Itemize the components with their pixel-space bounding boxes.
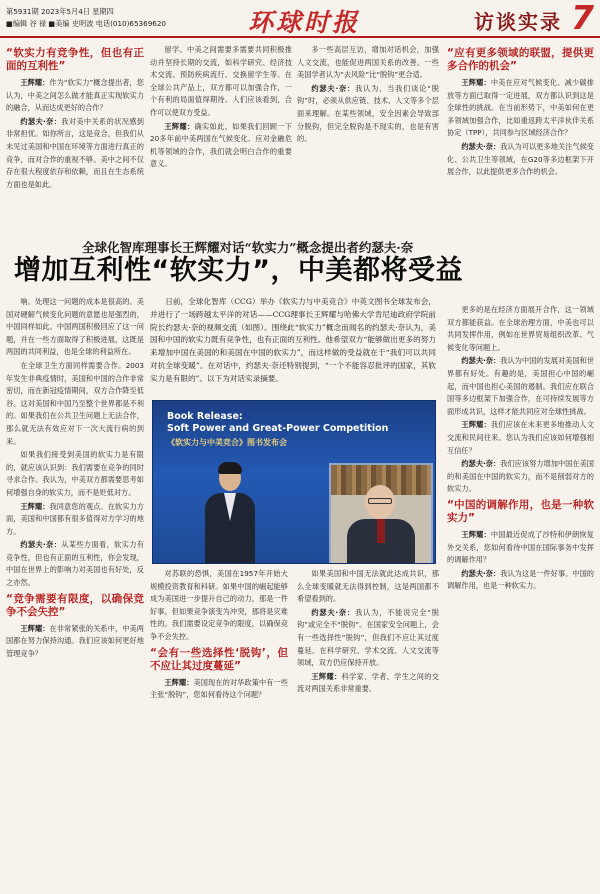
paragraph <box>447 458 594 496</box>
speaker-label: 王辉耀： <box>164 677 194 687</box>
paragraph <box>6 539 144 589</box>
paragraph-text: 作为“软实力”概念提出者，您认为，中美之间怎么做才能真正实现软实力的融合，从而达成更好的合作？ <box>6 78 144 113</box>
paragraph <box>297 44 439 82</box>
section-title: 访谈实录 <box>474 10 562 34</box>
speaker-label: 约瑟夫·奈： <box>461 568 501 578</box>
paragraph <box>297 83 439 146</box>
speaker-label: 王辉耀： <box>461 529 491 539</box>
speaker-label: 约瑟夫·奈： <box>461 141 501 151</box>
paragraph <box>6 449 144 499</box>
paragraph-text: 对苏联的恐惧，美国在1957年开始大规模投资教育和科研。如果中国的崛起能够成为美国进一步提升自己的动力，那是一件好事。但如果竞争演变为冲突，那将是灾难性的。我们需要设定竞争的限度，以确保竞争不会失控。 <box>150 569 288 641</box>
paragraph-text: 从某些方面看，软实力有竞争性，但也有正面的互利性，你会发现，中国在世界上的影响力对美国也有好处，反之亦然。 <box>6 540 144 588</box>
speaker-label: 王辉耀： <box>20 501 50 511</box>
paragraph-text: 美国现在的对华政策中有一些主张“脱钩”，您如何看待这个问题？ <box>150 677 288 700</box>
paragraph-text: 响。处理这一问题的成本是很高的。美国对硬解气候变化问题的意愿也是强烈的，中国同样如此。中国两国积极回应了这一问题，并在一些方面取得了积极进展，这既是两国的共同利益，也是全球的利益所在。 <box>6 297 144 357</box>
paragraph <box>150 677 288 702</box>
paragraph-text: 如果我们接受到美国的软实力是有限的，就应该认识到：我们需要在竞争的同时寻求合作。我认为，中美双方都需要思考如何增强自身的软实力，而不是贬低对方。 <box>6 450 144 497</box>
paragraph <box>447 304 594 354</box>
paragraph-text: 在全球卫生方面同样需要合作。2003年发生非典疫情时，美国和中国的合作非常密切，而在新冠疫情期间，双方合作降至低谷。这对美国和中国乃至整个世界都是不利的。如果我们在公共卫生问题上无法合作，那么就无法有效应对下一次大流行病的到来。 <box>6 360 144 446</box>
paragraph-text: 留学。中美之间需要多需要共同积极推动并坚持长期的交流，如科学研究、经济技术交流、预防疾病流行、交换留学生等。在全球公共产品上，双方都可以加强合作，一个有利的局面值得期待。人们应该看到，合作可以使双方受益。 <box>150 45 292 117</box>
paragraph <box>6 623 144 661</box>
paragraph <box>447 419 594 457</box>
paragraph <box>447 568 594 593</box>
speaker-label: 王辉耀： <box>461 78 491 87</box>
paragraph <box>6 296 144 359</box>
speaker-label: 约瑟夫·奈： <box>20 116 62 126</box>
headline-banner <box>0 236 600 290</box>
lower-column-3 <box>297 568 439 882</box>
main-headline: 增加互利性“软实力”，中美都将受益 <box>14 255 463 286</box>
guest-glasses-shape <box>368 498 392 504</box>
speaker-label: 约瑟夫·奈： <box>461 356 501 366</box>
paragraph <box>150 121 292 171</box>
paragraph-text: 我们应该在未来更多地推动人文交流和民间往来。您认为我们应该如何增强相互信任？ <box>447 420 594 455</box>
newspaper-logo: 环球时报 <box>248 8 361 37</box>
host-figure <box>199 459 261 564</box>
paragraph-text: 我认为，当我们谈论“脱钩”时，必须从供应链、技术、人文等多个层面来理解。在某些领域，安全因素会导致部分脱钩，但完全脱钩是不现实的，也是有害的。 <box>297 83 439 144</box>
issue-line: 第5931期 2023年5月4日 星期四 <box>6 7 114 16</box>
subhead: “竞争需要有限度，以确保竞争不会失控” <box>6 592 144 618</box>
paragraph-text: 中美在应对气候变化、减少碳排放等方面已取得一定进展，双方都认识到这是全球性的挑战。在当前形势下，中美如何在更多领域加强合作，比如重返跨太平洋伙伴关系协定（TPP），共同参与区域经济合作？ <box>447 78 594 138</box>
paragraph-text: 更多的是在经济方面展开合作，这一领域双方都能获益。在全球治理方面，中美也可以共同发挥作用，例如在世界贸易组织改革、气候变化等问题上。 <box>447 305 594 352</box>
top-column-2 <box>150 44 292 234</box>
mid-left-column <box>6 296 144 882</box>
host-hair-shape <box>218 462 242 474</box>
headline-deck: 全球化智库理事长王辉耀对话“软实力”概念提出者约瑟夫·奈 <box>82 240 414 255</box>
paragraph-text: 我认为，不能说完全“脱钩”或完全不“脱钩”。在国家安全问题上，会有一些选择性“脱钩”，但我们不应让其过度蔓延。在科学研究、学术交流、人文交流等领域，双方仍应保持开放。 <box>297 607 439 668</box>
right-column <box>447 304 594 882</box>
paragraph-text: 如果美国和中国无法就此达成共识，那么全球变暖就无法得到控制，这是两国都不希望看到的。 <box>297 569 439 604</box>
paragraph <box>6 116 144 192</box>
speaker-label: 王辉耀： <box>311 671 342 681</box>
guest-tie-shape <box>377 519 385 543</box>
paragraph-text: 确实如此。如果我们回顾一下20多年前中美两国在气候变化、应对金融危机等领域的合作，我们就会明白合作的重要意义。 <box>150 121 292 169</box>
paragraph <box>447 355 594 418</box>
speaker-label: 王辉耀： <box>164 121 195 131</box>
video-dialogue-photo <box>152 400 436 564</box>
paragraph <box>447 141 594 179</box>
photo-caption-line2: Soft Power and Great-Power Competition <box>167 423 389 434</box>
paragraph <box>297 671 439 696</box>
paragraph-text: 在非常紧张的关系中，中美两国都在努力保持沟通。我们应该如何更好地管理竞争？ <box>6 623 144 658</box>
paragraph-text: 我同意您的观点。在软实力方面，美国和中国都有很多值得对方学习的地方。 <box>6 501 144 536</box>
speaker-label: 王辉耀： <box>20 78 50 87</box>
speaker-label: 约瑟夫·奈： <box>311 83 356 93</box>
paragraph-text: 我们应该努力增加中国在美国的和美国在中国的软实力，而不是削弱对方的软实力。 <box>447 459 594 494</box>
subhead: “软实力有竞争性，但也有正面的互利性” <box>6 47 144 72</box>
paragraph <box>6 77 144 115</box>
subhead: “会有一些选择性‘脱钩’，但不应让其过度蔓延” <box>150 646 288 672</box>
top-column-3 <box>297 44 439 234</box>
paragraph-text: 科学家、学者、学生之间的交流对两国关系非常重要。 <box>297 671 439 694</box>
paragraph <box>6 501 144 539</box>
speaker-label: 王辉耀： <box>20 623 50 633</box>
paragraph <box>6 360 144 448</box>
paragraph <box>150 568 288 644</box>
editors-line: ■编辑 谷 禄 ■美编 史明波 电话(010)65369620 <box>6 19 166 28</box>
page-number: 7 <box>571 0 594 37</box>
paragraph-text: 我对美中关系的状况感到非常担忧。如你所言，这是竞合，但我们从未见过美国和中国在环境等方面进行真正的竞争，而对合作的重视不够。美中之间不仅存在很大程度依存和依赖，而且在生态系统方面也是如此。 <box>6 116 144 189</box>
lead-paragraph: 日前，全球化智库（CCG）举办《软实力与中美竞合》中英文图书全球发布会，并进行了一场跨越太平洋的对话——CCG理事长王辉耀与哈佛大学肯尼迪政府学院前院长约瑟夫·奈的视频交流（如图）。围绕此“软实力”概念而闻名的约瑟夫·奈认为，美国和中国的软实力既有竞争性，也有正面的互利性。他希望双方“能够做出更多的努力来增加中国在美国的和美国在中国的软实力”，而这样做的受益就在于“我们可以共同对抗全球变暖”。在对话中，约瑟夫·奈还特别提到，“一个不能容忍批评的国家，其软实力是有限的”。以下为对话实录摘要。 <box>150 297 436 383</box>
speaker-label: 约瑟夫·奈： <box>461 459 501 469</box>
speaker-label: 约瑟夫·奈： <box>20 540 62 550</box>
paragraph-text: 我认为可以更多地关注气候变化、公共卫生等领域，在G20等多边框架下开展合作，以此提供更多合作的机会。 <box>447 141 594 177</box>
paragraph <box>297 568 439 606</box>
paragraph-text: 多一些高层互访，增加对话机会，加强人文交流，也能促进两国关系的改善。一些美国学者认为“去风险”比“脱钩”更合适。 <box>297 45 439 80</box>
paragraph-text: 我认为这是一件好事。中国的调解作用，也是一种软实力。 <box>447 568 594 591</box>
paragraph <box>447 77 594 140</box>
masthead <box>0 0 600 38</box>
photo-caption-line1: Book Release: <box>167 411 243 422</box>
subhead: “中国的调解作用，也是一种软实力” <box>447 498 594 524</box>
paragraph <box>150 44 292 120</box>
photo-caption-line3: 《软实力与中美竞合》图书发布会 <box>167 438 287 447</box>
paragraph-text: 我认为中国的发展对美国和世界都有好处。有趣的是，美国担心中国的崛起，而中国也担心美国的遏制。我们应在联合国等多边框架下加强合作，在可持续发展等方面形成共识，这样才能共同应对全球性挑战。 <box>447 356 594 416</box>
guest-video-window <box>329 463 433 564</box>
subhead: “应有更多领域的联盟，提供更多合作的机会” <box>447 47 594 72</box>
paragraph-text: 中国最近促成了沙特和伊朗恢复外交关系，您如何看待中国在国际事务中发挥的调解作用？ <box>447 529 594 565</box>
top-column-1 <box>6 44 144 234</box>
lower-column-2 <box>150 568 288 882</box>
speaker-label: 王辉耀： <box>461 420 491 430</box>
speaker-label: 约瑟夫·奈： <box>311 607 356 617</box>
paragraph <box>297 607 439 670</box>
paragraph <box>447 529 594 567</box>
